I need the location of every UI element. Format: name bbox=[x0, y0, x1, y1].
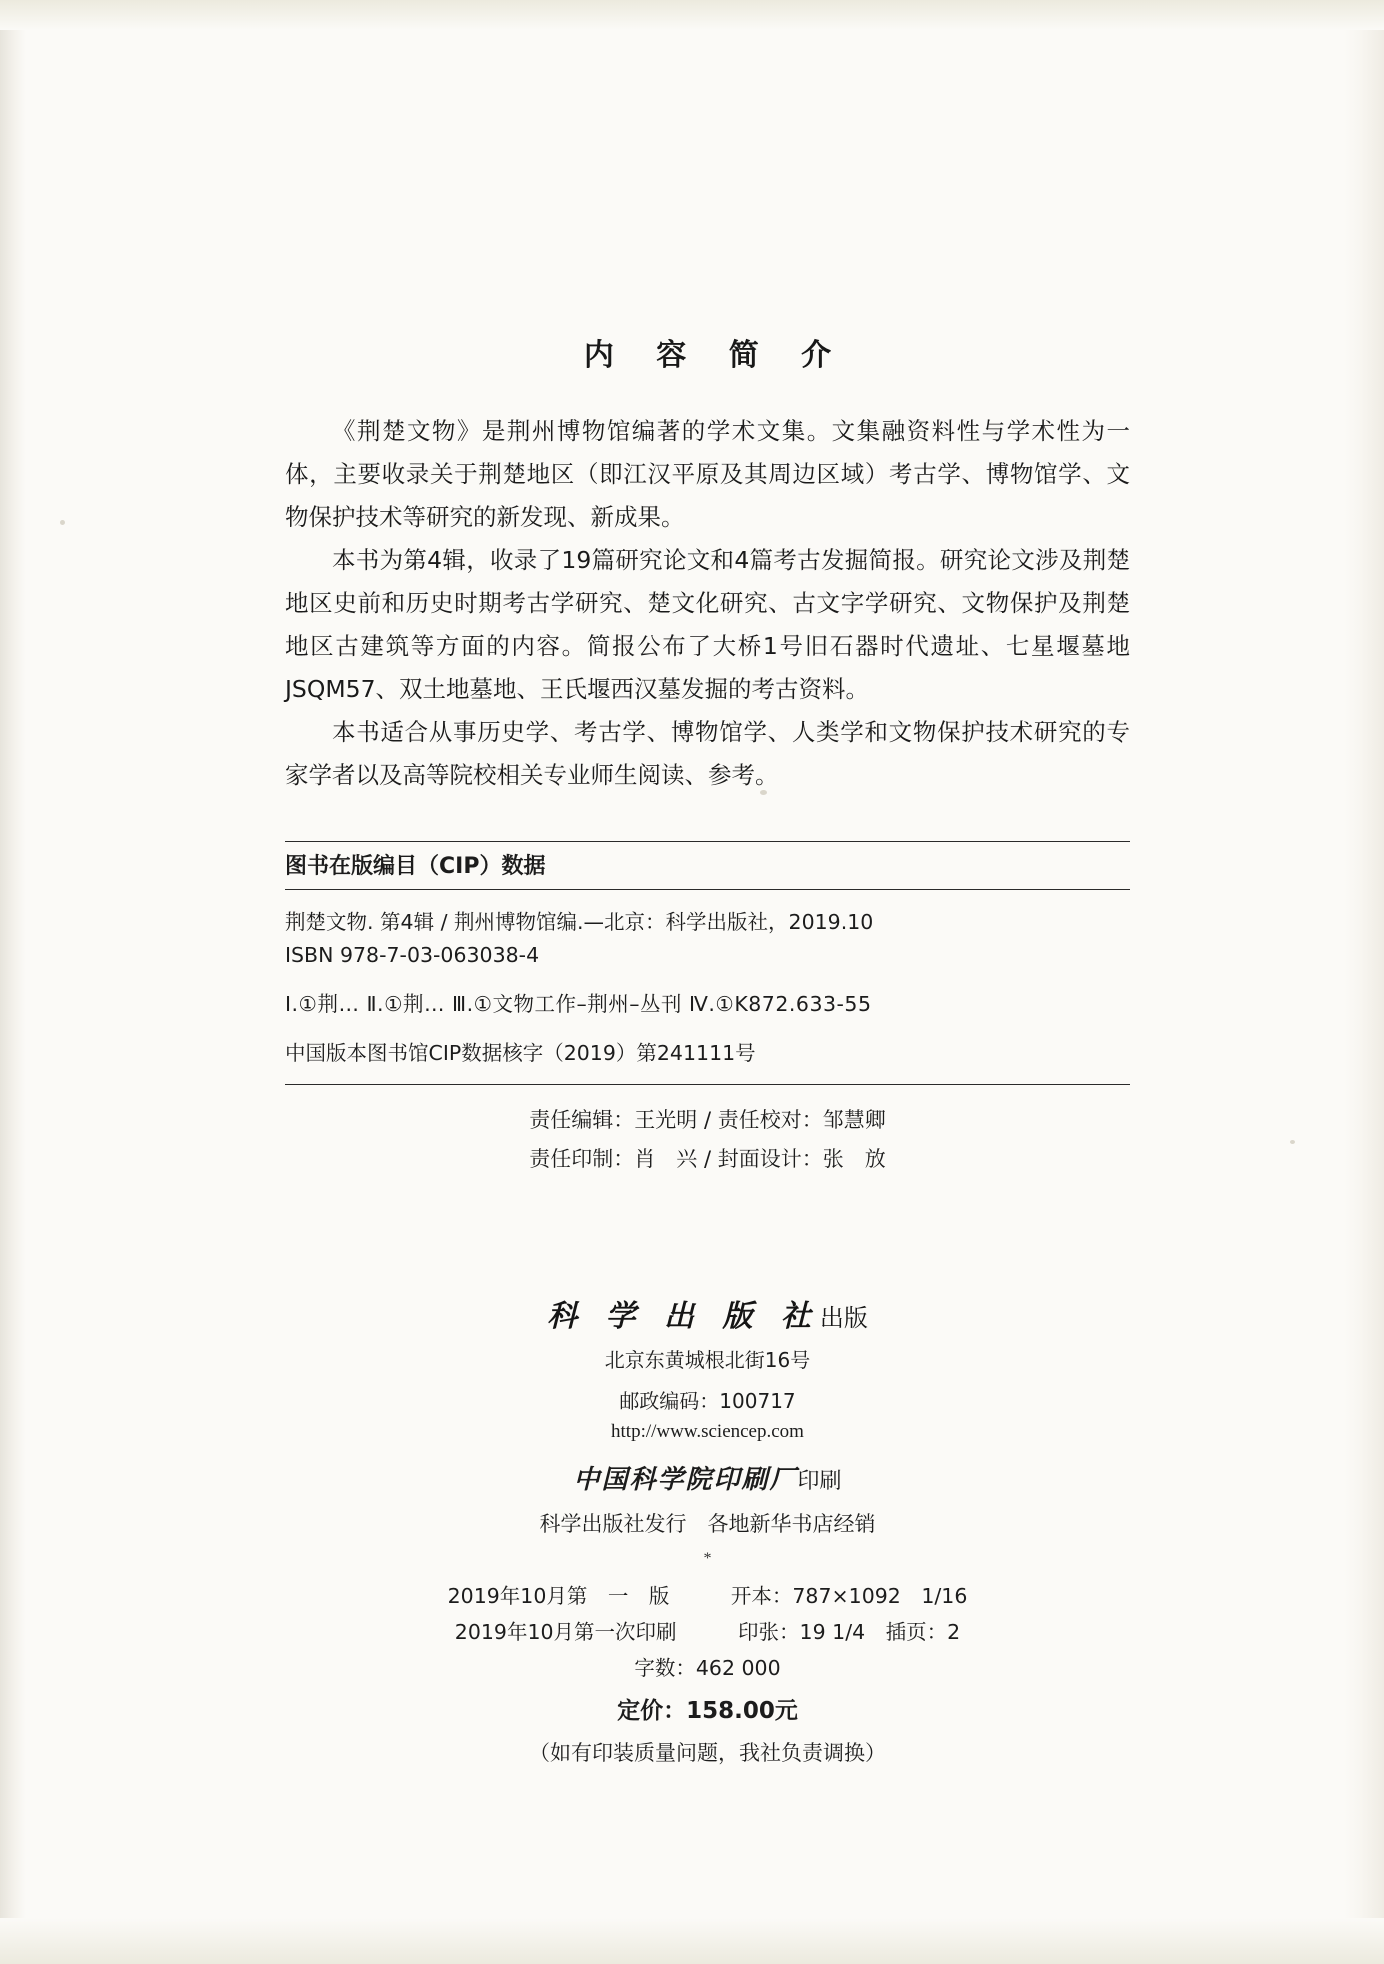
abstract-paragraph: 本书为第4辑，收录了19篇研究论文和4篇考古发掘简报。研究论文涉及荆楚地区史前和历史时期考古学研究、楚文化研究、古文字学研究、文物保护及荆楚地区古建筑等方面的内容。简报公布了大桥1号旧石器时代遗址、七星堰墓地JSQM57、双土地墓地、王氏堰西汉墓发掘的考古资料。 bbox=[285, 546, 1130, 703]
publisher-url[interactable]: http://www.sciencep.com bbox=[611, 1421, 804, 1442]
printer-name-text: 中国科学院印刷厂 bbox=[573, 1465, 798, 1495]
page-title: 内 容 简 介 bbox=[583, 338, 848, 373]
credit-line-production: 责任印制：肖 兴 / 封面设计：张 放 bbox=[529, 1147, 886, 1171]
cip-heading: 图书在版编目（CIP）数据 bbox=[285, 854, 546, 879]
publisher-address: 北京东黄城根北街16号 bbox=[604, 1348, 811, 1372]
cip-title-line: 荆楚文物. 第4辑 / 荆州博物馆编.—北京：科学出版社，2019.10 bbox=[285, 910, 874, 934]
abstract-block bbox=[285, 410, 1130, 797]
cip-classification: Ⅰ.①荆… Ⅱ.①荆… Ⅲ.①文物工作–荆州–丛刊 Ⅳ.①K872.633-55 bbox=[285, 992, 872, 1016]
imprint-block bbox=[285, 1578, 1130, 1772]
page-edge-right bbox=[1344, 0, 1384, 1964]
abstract-paragraph: 《荆楚文物》是荆州博物馆编著的学术文集。文集融资料性与学术性为一体，主要收录关于荆楚地区（即江汉平原及其周边区域）考古学、博物馆学、文物保护技术等研究的新发现、新成果。 bbox=[285, 417, 1130, 531]
page-content bbox=[285, 0, 1130, 1964]
cip-number: 中国版本图书馆CIP数据核字（2019）第241111号 bbox=[285, 1041, 756, 1065]
printing-line: 2019年10月第一次印刷 印张：19 1/4 插页：2 bbox=[454, 1620, 961, 1644]
printer-name-suffix: 印刷 bbox=[797, 1469, 842, 1494]
credits-block bbox=[285, 1085, 1130, 1179]
abstract-paragraph: 本书适合从事历史学、考古学、博物馆学、人类学和文物保护技术研究的专家学者以及高等院校相关专业师生阅读、参考。 bbox=[285, 718, 1130, 789]
publisher-name-text: 科 学 出 版 社 bbox=[547, 1299, 820, 1334]
spacer bbox=[285, 1021, 1130, 1037]
price-line: 定价：158.00元 bbox=[617, 1698, 798, 1724]
printer-name bbox=[285, 1459, 1130, 1496]
cip-isbn: ISBN 978-7-03-063038-4 bbox=[285, 943, 540, 967]
paper-speck bbox=[60, 520, 65, 525]
publisher-name bbox=[285, 1291, 1130, 1335]
page-edge-left bbox=[0, 0, 26, 1964]
wordcount-line: 字数：462 000 bbox=[634, 1656, 781, 1680]
publisher-name-suffix: 出版 bbox=[819, 1304, 868, 1332]
distribution-line: 科学出版社发行 各地新华书店经销 bbox=[539, 1512, 876, 1536]
cip-block bbox=[285, 841, 1130, 1085]
edition-line: 2019年10月第 一 版 开本：787×1092 1/16 bbox=[447, 1584, 968, 1608]
publisher-block bbox=[285, 1291, 1130, 1568]
paper-speck bbox=[1290, 1140, 1295, 1144]
publisher-postcode: 邮政编码：100717 bbox=[619, 1389, 796, 1413]
credit-line-editor: 责任编辑：王光明 / 责任校对：邹慧卿 bbox=[529, 1108, 886, 1132]
separator-asterisk: * bbox=[703, 1550, 712, 1567]
quality-note: （如有印装质量问题，我社负责调换） bbox=[529, 1741, 886, 1765]
cip-body bbox=[285, 890, 1130, 1084]
spacer bbox=[285, 972, 1130, 988]
